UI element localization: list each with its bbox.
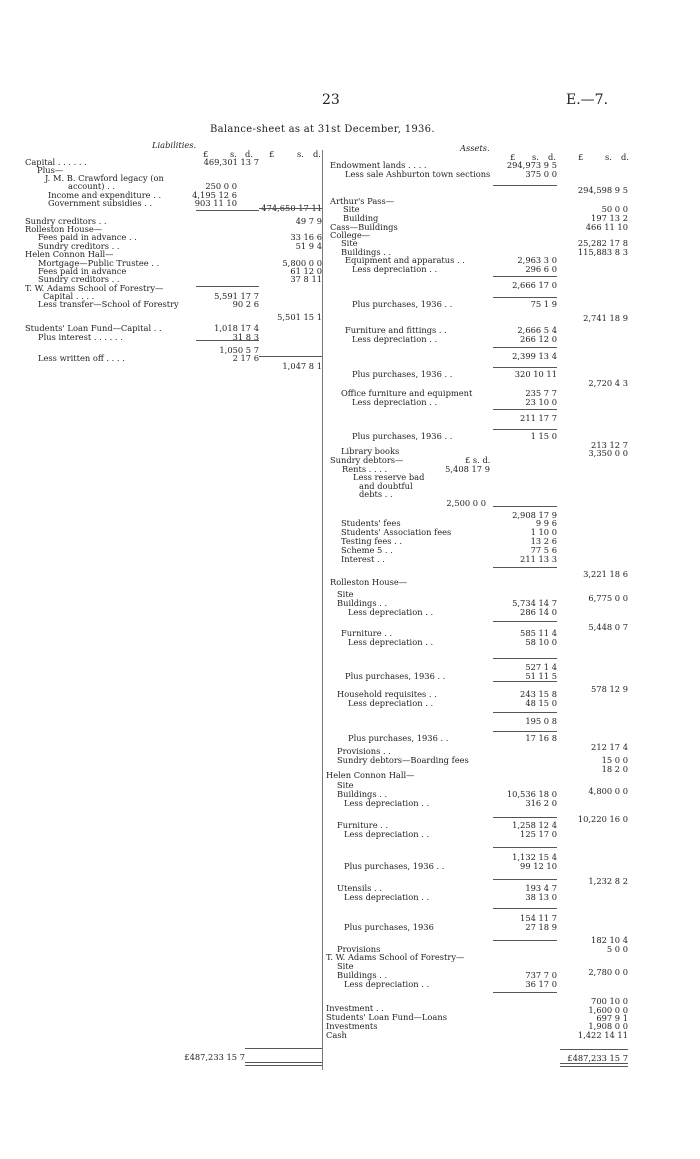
ruling-line [493,621,557,622]
ruling-line [493,367,557,368]
ledger-entry: 18 2 0 [601,764,628,774]
ledger-entry: Site [337,780,354,790]
ledger-entry: Rents . . . . [342,464,388,474]
ledger-entry: Helen Connon Hall— [326,770,415,780]
ledger-entry: and doubtful [359,481,413,491]
ruling-line [493,817,557,818]
ledger-entry: account) . . [68,181,116,191]
ledger-entry: 5,591 17 7 [214,291,259,301]
ledger-entry: Endowment lands . . . . [330,160,427,170]
ledger-entry: 250 0 0 [205,181,237,191]
ledger-entry: Furniture . . [337,820,389,830]
ledger-entry: 527 1 4 [525,662,557,672]
document-code: E.—7. [566,92,609,108]
ledger-entry: Sundry creditors . . [25,216,107,226]
ruling-line [493,297,557,298]
ledger-entry: Investment . . [326,1003,384,1013]
ledger-entry: Less depreciation . . [344,979,430,989]
ledger-entry: Site [337,589,354,599]
ruling-line [245,1062,322,1063]
ledger-entry: 25,282 17 8 [577,238,628,248]
assets-heading: Assets. [460,143,490,153]
ledger-entry: 1,132 15 4 [512,852,557,862]
asset-col2-pence: d. [621,152,629,162]
ledger-entry: Cash [326,1030,347,1040]
ledger-entry: 294,598 9 5 [577,185,628,195]
ledger-entry: 51 9 4 [295,241,322,251]
ledger-entry: 58 10 0 [525,637,557,647]
ledger-entry: Students' Loan Fund—Loans [326,1012,447,1022]
ledger-entry: 23 10 0 [525,397,557,407]
ruling-line [560,1049,628,1050]
liab-col2-pence: d. [313,149,321,159]
ledger-entry: Site [341,238,358,248]
ledger-entry: 38 13 0 [525,892,557,902]
ruling-line [493,908,557,909]
ledger-entry: Rolleston House— [25,224,103,234]
ledger-entry: Utensils . . [337,883,382,893]
liab-col2-shilling: s. [297,149,304,159]
ruling-line [259,356,322,357]
ledger-entry: Office furniture and equipment [341,388,473,398]
ledger-entry: T. W. Adams School of Forestry— [25,283,164,293]
ledger-entry: 296 6 0 [525,264,557,274]
ruling-line [245,1065,322,1066]
ledger-entry: 211 13 3 [520,554,557,564]
ledger-entry: Less depreciation . . [344,798,430,808]
ledger-entry: 90 2 6 [232,299,259,309]
ledger-entry: 5 0 0 [606,944,628,954]
ruling-line [493,347,557,348]
ledger-entry: Sundry debtors—Boarding fees [337,755,469,765]
ledger-entry: 286 14 0 [520,607,557,617]
ruling-line [493,731,557,732]
ledger-entry: Household requisites . . [337,689,437,699]
ledger-entry: 4,195 12 6 [192,190,237,200]
ledger-entry: T. W. Adams School of Forestry— [326,952,465,962]
ledger-entry: Plus purchases, 1936 . . [352,431,453,441]
ledger-entry: 27 18 9 [525,922,557,932]
ledger-entry: 15 0 0 [601,755,628,765]
ledger-entry: Furniture . . [341,628,393,638]
ledger-entry: 466 11 10 [585,222,628,232]
ruling-line [560,1063,628,1064]
ruling-line [493,712,557,713]
liab-col1-shilling: s. [230,149,237,159]
ledger-entry: 182 10 4 [591,935,628,945]
ledger-entry: 294,973 9 5 [506,160,557,170]
ledger-entry: 36 17 0 [525,979,557,989]
ledger-entry: 212 17 4 [591,742,628,752]
ledger-entry: Students' Association fees [341,527,452,537]
ledger-entry: 195 0 8 [525,716,557,726]
ledger-entry: Less sale Ashburton town sections [345,169,491,179]
liab-col2-pound: £ [269,149,275,159]
asset-col2-pound: £ [578,152,584,162]
ledger-entry: Cass—Buildings [330,222,398,232]
ledger-entry: 5,408 17 9 [445,464,490,474]
ledger-entry: 235 7 7 [525,388,557,398]
liab-col1-pence: d. [245,149,253,159]
ledger-entry: Capital . . . . . . [25,157,87,167]
ledger-entry: College— [330,230,371,240]
ruling-line [493,879,557,880]
ledger-entry: 5,501 15 1 [277,312,322,322]
ledger-entry: 33 16 6 [290,232,322,242]
ledger-entry: 50 0 0 [601,204,628,214]
ledger-entry: 31 8 3 [232,332,259,342]
asset-col1-pence: d. [548,152,556,162]
ledger-entry: 1,258 12 4 [512,820,557,830]
ledger-entry: 77 5 6 [530,545,557,555]
ledger-entry: 75 1 9 [530,299,557,309]
ruling-line [493,429,557,430]
ledger-entry: Sundry debtors— [330,455,404,465]
ledger-entry: 213 12 7 [591,440,628,450]
ledger-entry: Less depreciation . . [348,698,434,708]
ledger-entry: Less depreciation . . [348,637,434,647]
liabilities-heading: Liabilities. [152,140,197,150]
ledger-entry: Less depreciation . . [348,607,434,617]
ledger-entry: 197 13 2 [591,213,628,223]
ledger-entry: 700 10 0 [591,996,628,1006]
ledger-entry: Helen Connon Hall— [25,249,114,259]
ruling-line [245,1048,322,1049]
ledger-entry: 1,600 0 0 [588,1005,628,1015]
ledger-entry: Less depreciation . . [352,264,438,274]
ledger-entry: 2 17 6 [232,353,259,363]
ledger-entry: 48 15 0 [525,698,557,708]
ledger-entry: Building [343,213,379,223]
ruling-line [493,658,557,659]
ledger-entry: Capital . . . . [43,291,95,301]
ledger-entry: J. M. B. Crawford legacy (on [45,173,164,183]
ledger-entry: 4,800 0 0 [588,786,628,796]
ledger-entry: 5,800 0 0 [282,258,322,268]
ledger-entry: 1 15 0 [530,431,557,441]
ruling-line [259,208,322,209]
ledger-entry: Interest . . [341,554,385,564]
ledger-entry: Income and expenditure . . [48,190,162,200]
ledger-entry: Less depreciation . . [344,892,430,902]
ledger-entry: Government subsidies . . [48,198,153,208]
ledger-entry: 578 12 9 [591,684,628,694]
ruling-line [493,992,557,993]
ruling-line [493,681,557,682]
ledger-entry: Plus interest . . . . . . [38,332,123,342]
ledger-entry: 37 8 11 [290,274,322,284]
ledger-entry: 2,741 18 9 [583,313,628,323]
asset-col1-pound: £ [510,152,516,162]
ledger-entry: Equipment and apparatus . . [345,255,465,265]
ledger-entry: 49 7 9 [295,216,322,226]
ledger-entry: Rolleston House— [330,577,408,587]
ledger-entry: 2,666 17 0 [512,280,557,290]
ledger-entry: Sundry creditors . . [38,274,120,284]
liab-col1-pound: £ [203,149,209,159]
ruling-line [493,409,557,410]
ledger-entry: 51 11 5 [525,671,557,681]
ledger-entry: Less depreciation . . [352,334,438,344]
ledger-entry: 1,232 8 2 [588,876,628,886]
ledger-entry: 697 9 1 [596,1013,628,1023]
ledger-entry: 193 4 7 [525,883,557,893]
ledger-entry: 2,666 5 4 [517,325,557,335]
ledger-entry: 1,422 14 11 [577,1030,628,1040]
ledger-entry: Furniture and fittings . . [345,325,447,335]
ledger-entry: Fees paid in advance . . [38,232,137,242]
ledger-entry: 903 11 10 [194,198,237,208]
asset-col2-shilling: s. [605,152,612,162]
ledger-entry: 99 12 10 [520,861,557,871]
ledger-entry: Less depreciation . . [344,829,430,839]
ledger-entry: Plus purchases, 1936 . . [352,299,453,309]
ruling-line [493,276,557,277]
ledger-entry: 2,908 17 9 [512,510,557,520]
ledger-entry: 154 11 7 [520,913,557,923]
ledger-entry: Sundry creditors . . [38,241,120,251]
ledger-entry: Fees paid in advance [38,266,127,276]
ledger-entry: 320 10 11 [514,369,557,379]
ledger-entry: debts . . [359,489,393,499]
ledger-entry: 1,047 8 1 [282,361,322,371]
ledger-entry: 266 12 0 [520,334,557,344]
ledger-entry: 10,220 16 0 [577,814,628,824]
ledger-entry: Less written off . . . . [38,353,125,363]
column-divider [322,150,323,1070]
page-title: Balance-sheet as at 31st December, 1936. [210,124,435,135]
ledger-entry: Plus purchases, 1936 . . [348,733,449,743]
ledger-entry: 2,399 13 4 [512,351,557,361]
ledger-entry: 316 2 0 [525,798,557,808]
ledger-entry: Provisions . . [337,746,391,756]
ruling-line [493,506,557,507]
ledger-entry: Less transfer—School of Forestry [38,299,179,309]
ledger-entry: Mortgage—Public Trustee . . [38,258,160,268]
ledger-entry: 9 9 6 [535,518,557,528]
ledger-entry: 375 0 0 [525,169,557,179]
ledger-entry: 737 7 0 [525,970,557,980]
ledger-entry: Students' Loan Fund—Capital . . [25,323,162,333]
ledger-entry: Arthur's Pass— [330,196,395,206]
ruling-line [493,940,557,941]
ledger-entry: 1 10 0 [530,527,557,537]
ledger-entry: Provisions [337,944,381,954]
ledger-entry: 6,775 0 0 [588,593,628,603]
ledger-entry: 3,221 18 6 [583,569,628,579]
ledger-entry: Buildings . . [337,970,388,980]
ruling-line [196,286,259,287]
ledger-entry: £ s. d. [465,455,491,465]
ruling-line [560,1066,628,1067]
ledger-entry: 5,448 0 7 [588,622,628,632]
ledger-entry: Scheme 5 . . [341,545,393,555]
ledger-entry: 3,350 0 0 [588,448,628,458]
ledger-entry: Students' fees [341,518,401,528]
ledger-entry: 2,500 0 0 [446,498,486,508]
ledger-entry: 125 17 0 [520,829,557,839]
ledger-entry: 2,963 3 0 [517,255,557,265]
ledger-entry: 13 2 6 [530,536,557,546]
ledger-entry: Testing fees . . [341,536,403,546]
ruling-line [196,210,259,211]
ledger-entry: Plus purchases, 1936 [344,922,434,932]
ledger-entry: Plus purchases, 1936 . . [345,671,446,681]
asset-col1-shilling: s. [532,152,539,162]
ledger-entry: 469,301 13 7 [203,157,259,167]
ledger-entry: Plus purchases, 1936 . . [344,861,445,871]
ledger-entry: 5,734 14 7 [512,598,557,608]
ledger-entry: 17 16 8 [525,733,557,743]
ledger-entry: Less reserve bad [353,472,425,482]
ruling-line [493,847,557,848]
ledger-entry: 243 15 8 [520,689,557,699]
ledger-entry: Site [337,961,354,971]
ledger-entry: £487,233 15 7 [567,1053,628,1063]
ledger-entry: 1,018 17 4 [214,323,259,333]
ledger-entry: 10,536 18 0 [506,789,557,799]
ledger-entry: Less depreciation . . [352,397,438,407]
ledger-entry: 1,050 5 7 [219,345,259,355]
ledger-entry: Buildings . . [341,247,392,257]
ledger-entry: 474,650 17 11 [261,203,322,213]
ledger-entry: 61 12 0 [290,266,322,276]
ledger-entry: Buildings . . [337,789,388,799]
ledger-entry: 585 11 4 [520,628,557,638]
ledger-entry: 2,720 4 3 [588,378,628,388]
page-number: 23 [322,92,340,108]
ruling-line [493,567,557,568]
ledger-entry: Site [343,204,360,214]
ledger-entry: Library books [341,446,400,456]
ledger-entry: 115,883 8 3 [577,247,628,257]
ledger-entry: 2,780 0 0 [588,967,628,977]
ruling-line [196,340,259,341]
ledger-entry: 211 17 7 [520,413,557,423]
ledger-entry: Investments [326,1021,378,1031]
ledger-entry: £487,233 15 7 [184,1052,245,1062]
ledger-entry: Plus purchases, 1936 . . [352,369,453,379]
ledger-entry: Plus— [37,165,64,175]
ledger-entry: Buildings . . [337,598,388,608]
ruling-line [493,185,557,186]
ledger-entry: 1,908 0 0 [588,1021,628,1031]
